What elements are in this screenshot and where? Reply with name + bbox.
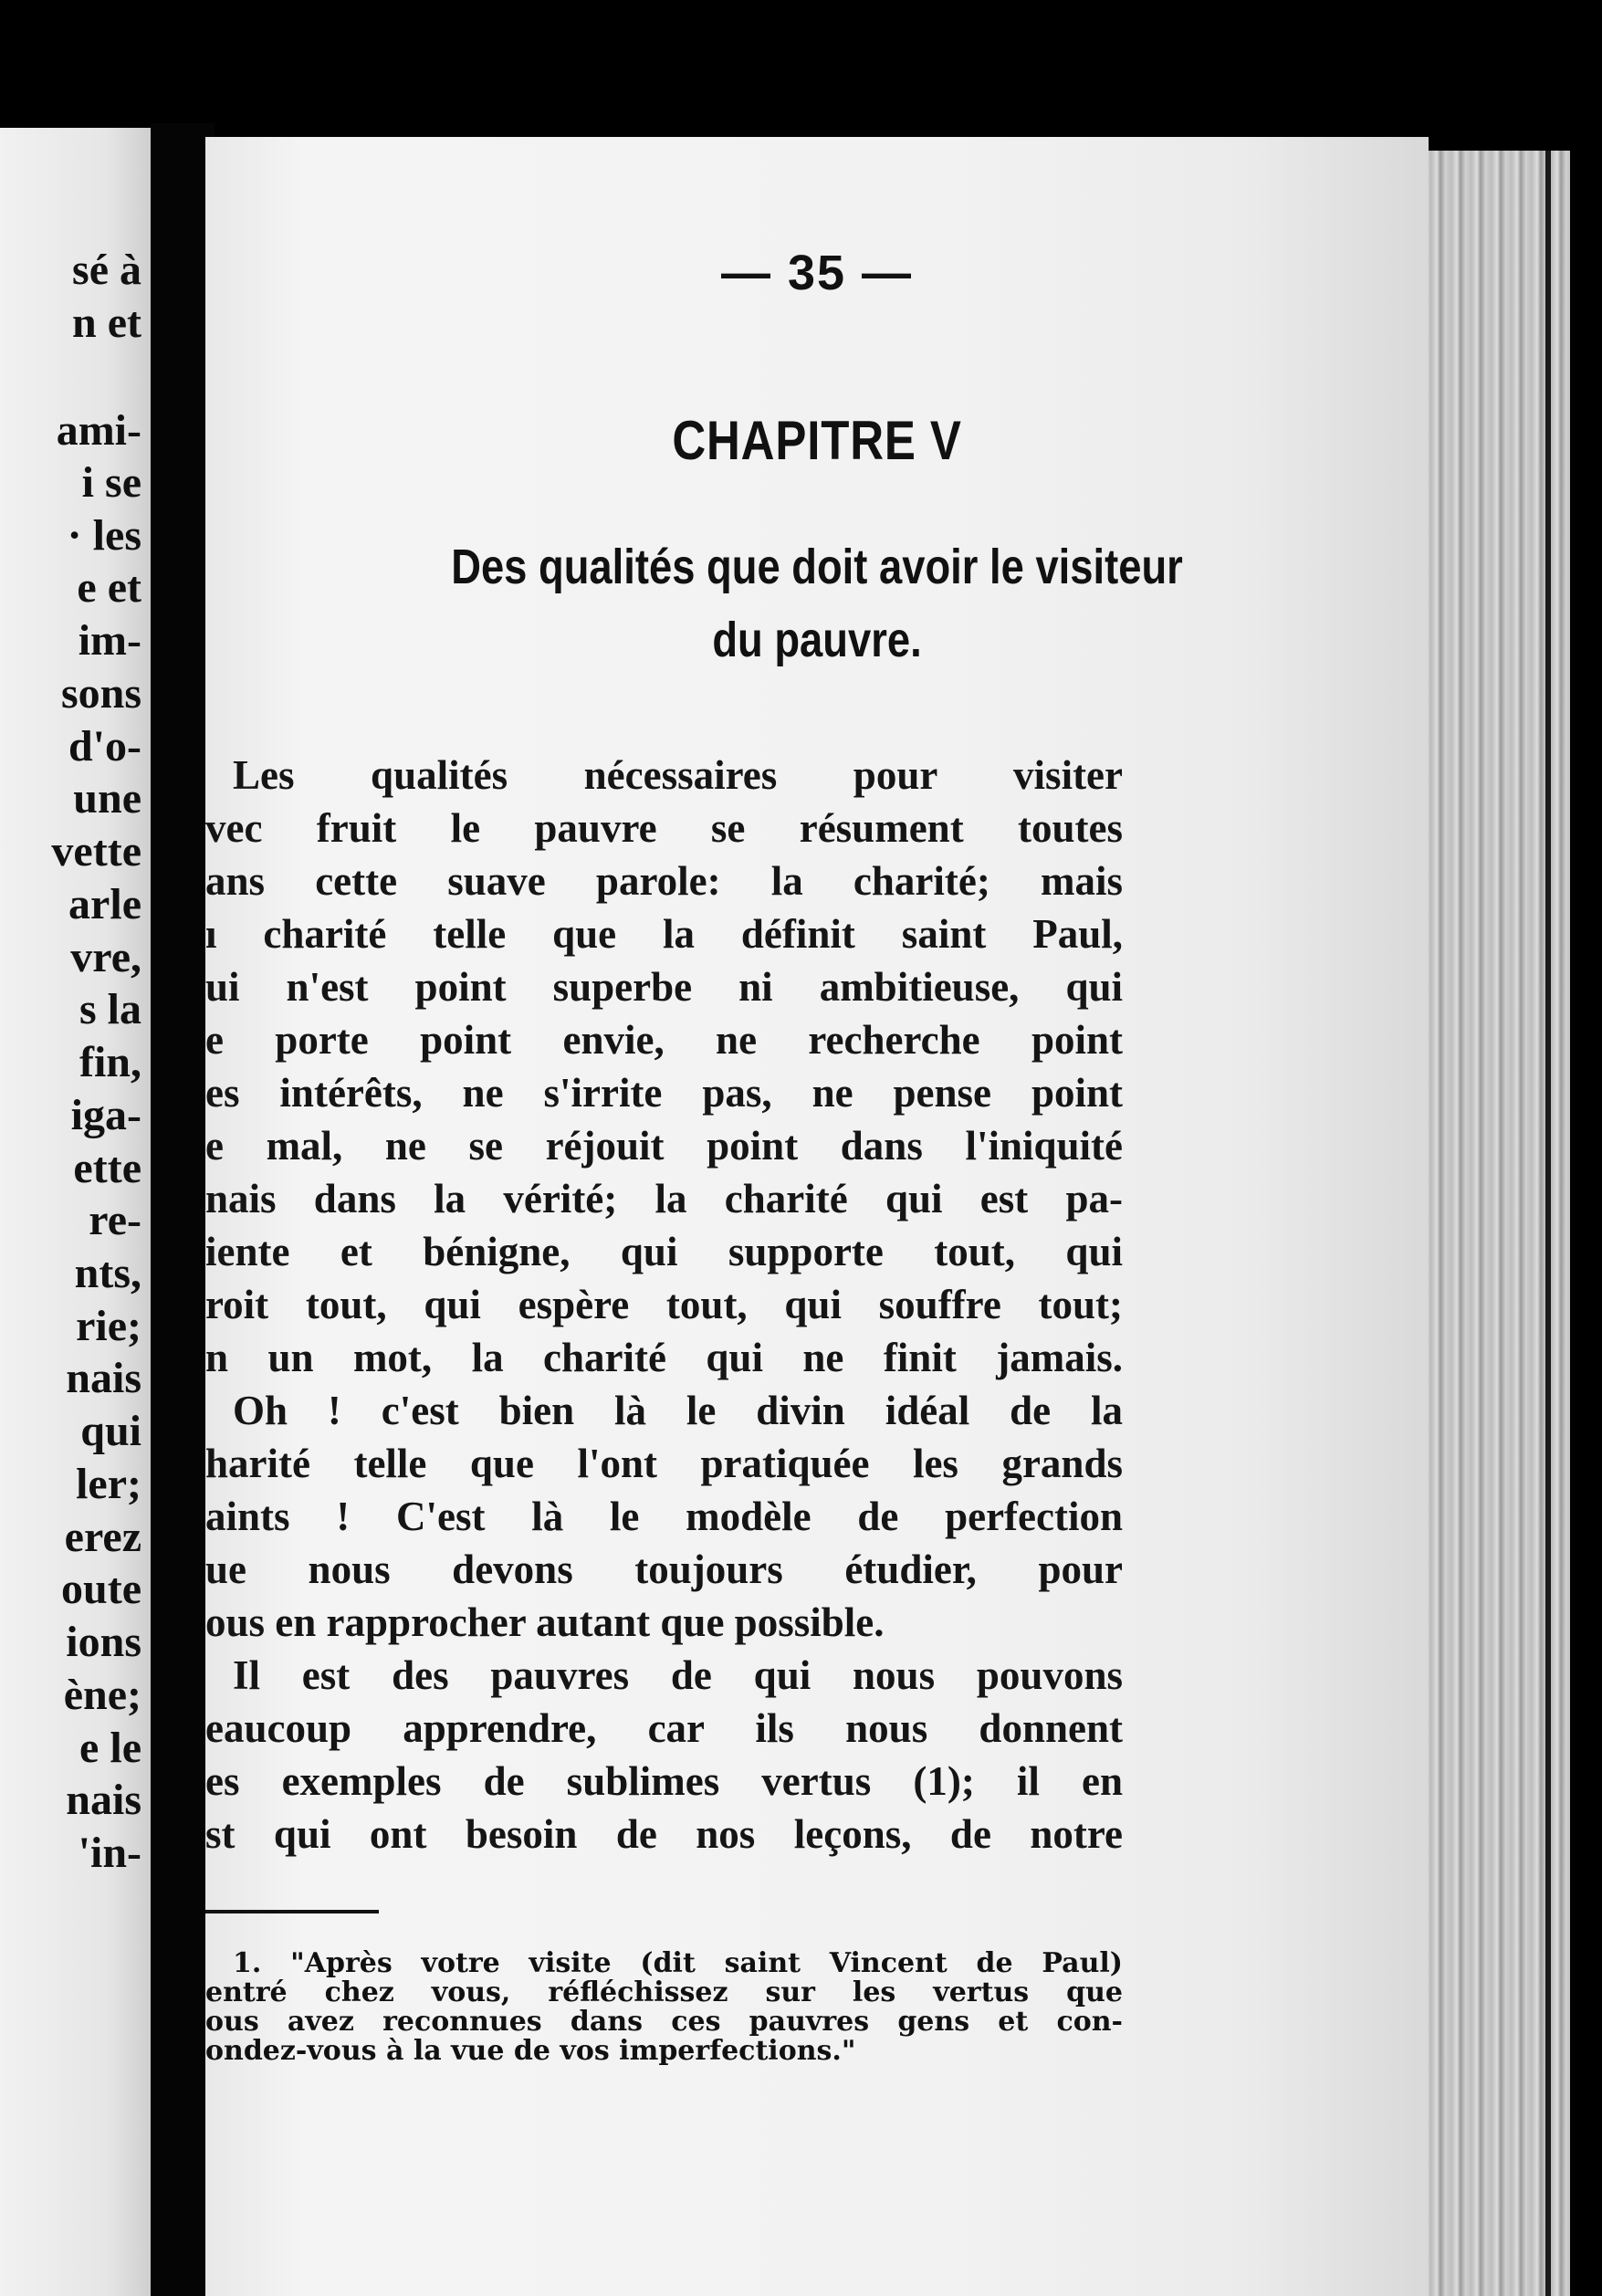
left-page-text-fragment: im- bbox=[78, 616, 141, 665]
footnote-line: ondez-vous à la vue de vos imperfections." bbox=[205, 2035, 856, 2067]
left-page-text-fragment: arle bbox=[68, 880, 141, 928]
left-page-text-fragment: e et bbox=[77, 563, 141, 612]
chapter-title: CHAPITRE V bbox=[672, 410, 962, 471]
text-line: vec fruit le pauvre se résument toutes bbox=[205, 805, 1123, 851]
left-page-text-fragment: iga- bbox=[70, 1091, 141, 1139]
text-line: ous en rapprocher autant que possible. bbox=[205, 1599, 885, 1645]
text-line: e mal, ne se réjouit point dans l'iniquité bbox=[205, 1123, 1123, 1169]
left-page-text-fragment: erez bbox=[64, 1513, 141, 1561]
left-page-text-fragment: 'in- bbox=[78, 1829, 141, 1877]
footnote-line: ous avez reconnues dans ces pauvres gens et con- bbox=[205, 2006, 1123, 2038]
text-line: n un mot, la charité qui ne finit jamais. bbox=[205, 1335, 1123, 1380]
left-page-text-fragment: i se bbox=[81, 458, 141, 507]
left-page-text-fragment: sé à bbox=[72, 246, 141, 294]
footnote-separator bbox=[205, 1910, 379, 1913]
footnote-line: entré chez vous, réfléchissez sur les vertus que bbox=[205, 1976, 1123, 2008]
text-line: ans cette suave parole: la charité; mais bbox=[205, 858, 1123, 904]
left-page-text-fragment: sons bbox=[60, 669, 141, 718]
left-page-text-fragment: vre, bbox=[70, 933, 141, 981]
book-page bbox=[205, 137, 1429, 2296]
left-page-text-fragment: nts, bbox=[74, 1249, 141, 1297]
left-page-text-fragment: ami- bbox=[56, 406, 141, 455]
text-line: es exemples de sublimes vertus (1); il en bbox=[205, 1758, 1123, 1804]
left-page-text-fragment: oute bbox=[61, 1565, 141, 1613]
text-line: ui n'est point superbe ni ambitieuse, qui bbox=[205, 964, 1123, 1010]
left-page-text-fragment: d'o- bbox=[68, 722, 141, 771]
footnote-line: 1. "Après votre visite (dit saint Vincent de Paul) bbox=[233, 1947, 1123, 1979]
left-page-text-fragment: rie; bbox=[76, 1302, 141, 1350]
text-line: harité telle que l'ont pratiquée les grands bbox=[205, 1441, 1123, 1486]
text-line: Les qualités nécessaires pour visiter bbox=[233, 752, 1123, 798]
left-page-text-fragment: · les bbox=[67, 511, 141, 560]
chapter-subtitle-line-1: Des qualités que doit avoir le visiteur bbox=[451, 540, 1183, 594]
text-line: Il est des pauvres de qui nous pouvons bbox=[233, 1652, 1123, 1698]
left-page-text-fragment: re- bbox=[89, 1196, 141, 1244]
footnote bbox=[205, 1949, 1127, 2066]
text-line: iente et bénigne, qui supporte tout, qui bbox=[205, 1229, 1123, 1274]
page-edge-line bbox=[1545, 151, 1551, 2296]
text-line: es intérêts, ne s'irrite pas, ne pense point bbox=[205, 1070, 1123, 1116]
page-number: — 35 — bbox=[720, 246, 914, 300]
left-page-text-fragment: ette bbox=[73, 1144, 141, 1192]
chapter-subtitle-line-2: du pauvre. bbox=[712, 613, 922, 667]
left-page-text-fragment: vette bbox=[51, 827, 141, 875]
left-page-text-fragment: nais bbox=[66, 1776, 141, 1824]
text-line: aints ! C'est là le modèle de perfection bbox=[205, 1494, 1123, 1539]
text-line: nais dans la vérité; la charité qui est pa- bbox=[205, 1176, 1123, 1221]
left-page-text-fragment: nais bbox=[66, 1354, 141, 1402]
left-page-text-fragment: e le bbox=[79, 1724, 141, 1772]
text-line: ue nous devons toujours étudier, pour bbox=[205, 1546, 1123, 1592]
body-text bbox=[205, 749, 1127, 1861]
text-line: eaucoup apprendre, car ils nous donnent bbox=[205, 1705, 1123, 1751]
text-line: roit tout, qui espère tout, qui souffre tout; bbox=[205, 1282, 1123, 1327]
left-page-text-fragment: ler; bbox=[76, 1460, 141, 1508]
text-line: e porte point envie, ne recherche point bbox=[205, 1017, 1123, 1063]
text-line: Oh ! c'est bien là le divin idéal de la bbox=[233, 1388, 1123, 1433]
left-page-text-fragment: s la bbox=[79, 985, 141, 1033]
text-line: st qui ont besoin de nos leçons, de notre bbox=[205, 1811, 1123, 1857]
text-line: ı charité telle que la définit saint Paul, bbox=[205, 911, 1123, 957]
left-page-text-fragment: n et bbox=[72, 299, 141, 347]
left-page-fragment bbox=[0, 128, 151, 2296]
left-page-text-fragment: qui bbox=[80, 1407, 141, 1455]
left-page-text-fragment: ions bbox=[66, 1618, 141, 1666]
left-page-text-fragment: fin, bbox=[79, 1038, 141, 1086]
left-page-text-fragment: une bbox=[73, 774, 141, 823]
left-page-text-fragment: ène; bbox=[63, 1671, 141, 1719]
